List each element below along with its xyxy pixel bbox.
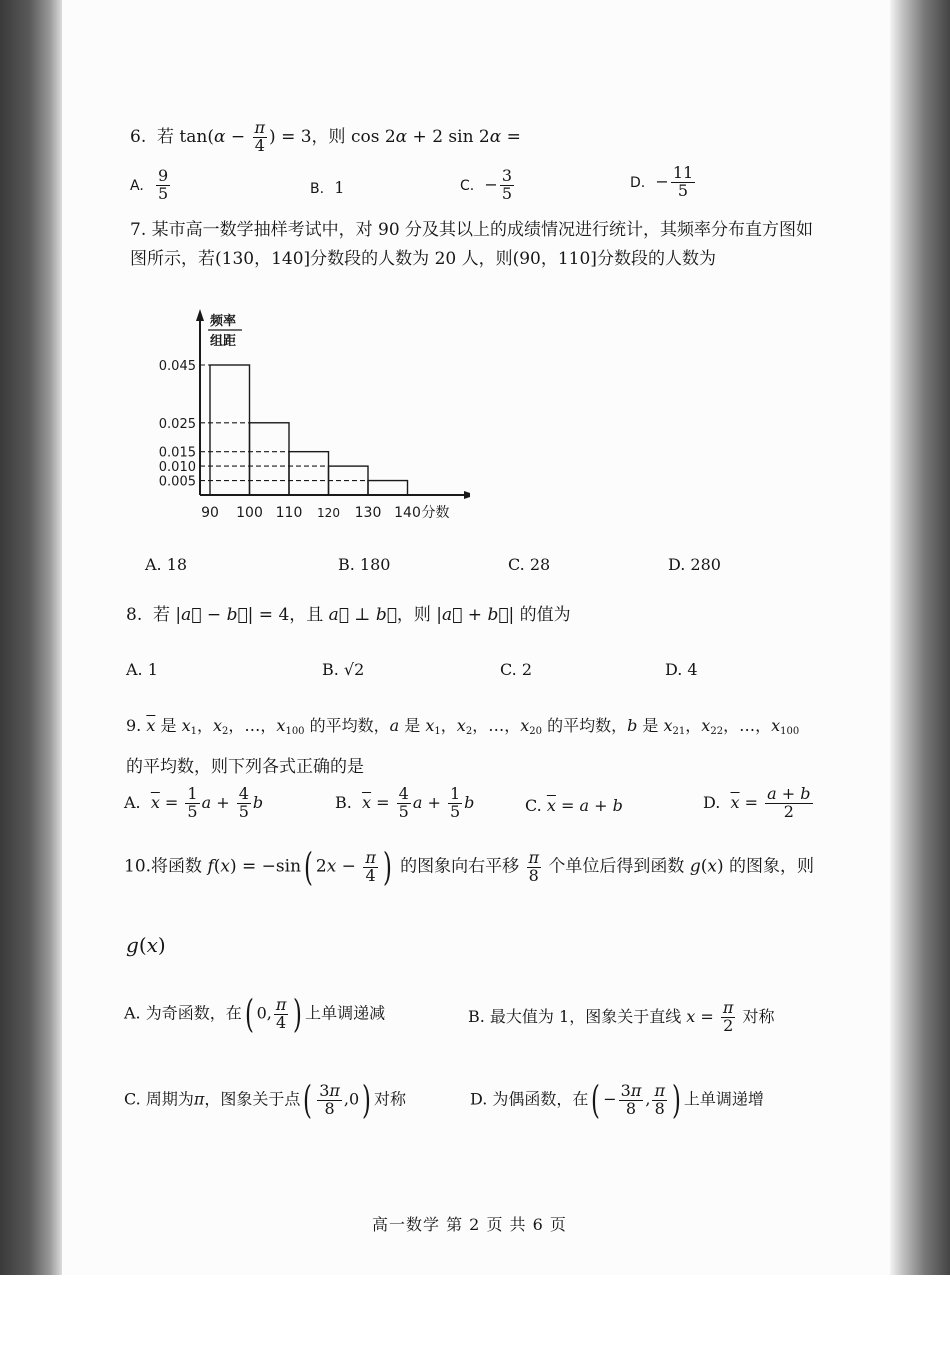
q7-option-a[interactable]: A. 18 (145, 555, 188, 574)
page-footer: 高一数学 第 2 页 共 6 页 (372, 1215, 567, 1234)
histogram-bar-2 (250, 423, 290, 495)
histogram-bar-5 (368, 481, 408, 495)
x-tick-label-140: 140 (394, 505, 421, 521)
x-tick-label-120: 120 (317, 506, 340, 520)
x-tick-label-130: 130 (354, 505, 382, 521)
q6-option-a[interactable]: A. $\frac{9}{5}$ (130, 166, 169, 203)
question-7-line-1: 7. 某市高一数学抽样考试中，对 90 分及其以上的成绩情况进行统计，其频率分布直方图如 (130, 220, 814, 240)
q6-option-d[interactable]: D. − $\frac{11}{5}$ (630, 163, 694, 200)
scan-shadow-right (890, 0, 950, 1275)
y-label-numerator: 频率 (210, 314, 237, 329)
question-8: 8. 若 |a⃗ − b⃗| = 4，且 a⃗ ⊥ b⃗，则 |a⃗ + b⃗| 的值为 (126, 605, 571, 625)
q8-option-d[interactable]: D. 4 (665, 660, 698, 679)
y-tick-label-4: 0.010 (158, 460, 196, 476)
q9-option-b[interactable]: B. $\overline{x}$ = $\frac{4}{5}$ a + $\frac{1}{5}$ b (335, 784, 475, 821)
q9-option-d[interactable]: D. $\overline{x}$ = $\frac{a + b}{2}$ (703, 784, 811, 821)
q10-option-b[interactable]: B. 最大值为 1，图象关于直线 x = $\frac{\pi}{2}$ 对称 (468, 998, 775, 1035)
q7-option-c[interactable]: C. 28 (508, 555, 551, 574)
question-9-line-1: 9. $\overline{x}$ 是 $x_1$，$x_2$，…，$x_{100}$ 的平均数，a 是 $x_1$，$x_2$，…，$x_{20}$ 的平均数，b 是 $x_{21}$，$x_{22}$，…，$x_{100}$ (126, 716, 800, 737)
y-tick-label-3: 0.015 (158, 445, 196, 461)
histogram-bar-1 (210, 365, 250, 495)
y-label-denominator: 组距 (210, 334, 237, 349)
x-tick-label-100: 100 (236, 505, 263, 521)
q10-option-c[interactable]: C. 周期为π，图象关于点( $\frac{3\pi}{8}$ ,0) 对称 (124, 1078, 407, 1122)
y-tick-label-2: 0.025 (158, 416, 196, 432)
question-9-line-2: 的平均数，则下列各式正确的是 (126, 757, 364, 777)
question-10-line-1: 10.将函数 f(x) = −sin( 2x − $\frac{\pi}{4}$ ) 的图象向右平移 $\frac{\pi}{8}$ 个单位后得到函数 g(x) 的图象，则 (124, 845, 814, 889)
y-tick-label-1: 0.045 (158, 359, 196, 374)
question-7-line-2: 图所示，若(130，140]分数段的人数为 20 人，则(90，110]分数段的人数为 (130, 249, 716, 269)
q7-option-b[interactable]: B. 180 (338, 555, 391, 574)
q10-option-a[interactable]: A. 为奇函数，在( 0, $\frac{\pi}{4}$ ) 上单调递减 (124, 992, 386, 1036)
question-10-line-2: g(x) (126, 933, 166, 957)
q8-option-c[interactable]: C. 2 (500, 660, 533, 679)
x-axis-arrow (464, 491, 470, 499)
q9-option-a[interactable]: A. $\overline{x}$ = $\frac{1}{5}$ a + $\frac{4}{5}$ b (124, 784, 264, 821)
x-tick-label-110: 110 (275, 505, 303, 521)
y-axis-arrow (196, 309, 204, 321)
q7-option-d[interactable]: D. 280 (668, 555, 721, 574)
frequency-histogram (150, 305, 470, 525)
q8-option-a[interactable]: A. 1 (126, 660, 158, 679)
histogram-bar-3 (289, 452, 329, 495)
x-axis-label: 分数 (421, 505, 450, 521)
histogram-group (159, 309, 470, 521)
q6-option-b[interactable]: B. 1 (310, 178, 345, 197)
q10-option-d[interactable]: D. 为偶函数，在( − $\frac{3\pi}{8}$ , $\frac{\pi}{8}$ ) 上单调递增 (470, 1078, 764, 1122)
q6-option-c[interactable]: C. − $\frac{3}{5}$ (460, 166, 512, 203)
y-tick-label-5: 0.005 (158, 474, 196, 490)
q8-option-b[interactable]: B. √2 (322, 660, 365, 679)
x-tick-label-90: 90 (201, 505, 219, 521)
q9-option-c[interactable]: C. $\overline{x} = a + b$ (525, 796, 623, 815)
scan-shadow-left (0, 0, 62, 1275)
question-6: 6. 若 tan(α − $\frac{\pi}{4}$ ) = 3，则 cos 2α + 2 sin 2α = (130, 118, 521, 155)
